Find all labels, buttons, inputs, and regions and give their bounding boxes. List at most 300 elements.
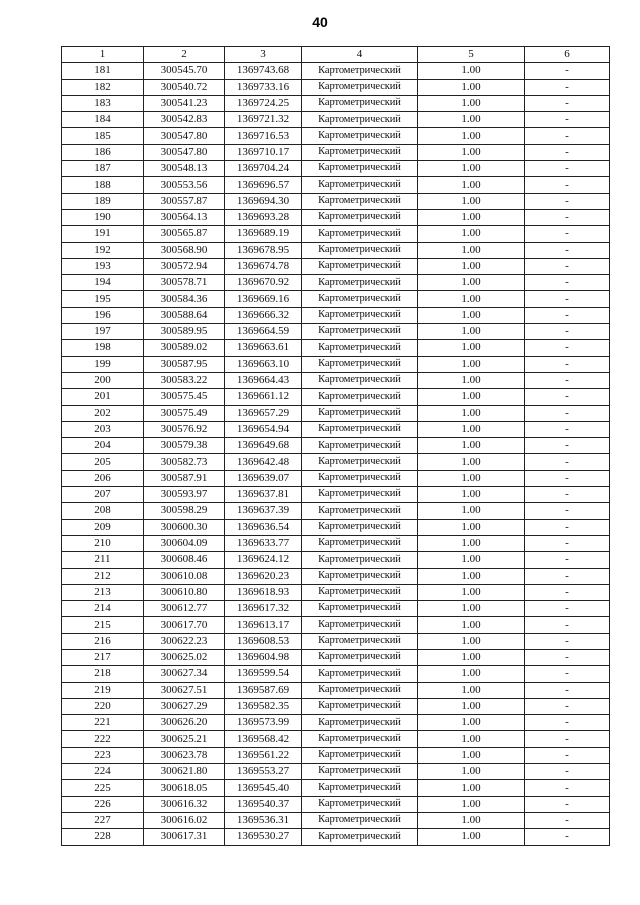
note-cell: - bbox=[525, 112, 610, 128]
table-row bbox=[62, 226, 610, 242]
note-cell: - bbox=[525, 829, 610, 845]
y-coordinate-cell: 1369613.17 bbox=[225, 617, 302, 633]
x-coordinate-cell: 300627.34 bbox=[144, 666, 225, 682]
method-cell: Картометрический bbox=[302, 128, 418, 144]
method-cell: Картометрический bbox=[302, 731, 418, 747]
note-cell: - bbox=[525, 487, 610, 503]
x-coordinate-cell: 300589.02 bbox=[144, 340, 225, 356]
y-coordinate-cell: 1369573.99 bbox=[225, 715, 302, 731]
page-number: 40 bbox=[312, 14, 328, 30]
method-cell: Картометрический bbox=[302, 258, 418, 274]
x-coordinate-cell: 300627.51 bbox=[144, 682, 225, 698]
x-coordinate-cell: 300545.70 bbox=[144, 63, 225, 79]
accuracy-cell: 1.00 bbox=[418, 95, 525, 111]
table-row bbox=[62, 747, 610, 763]
table-row bbox=[62, 454, 610, 470]
x-coordinate-cell: 300557.87 bbox=[144, 193, 225, 209]
x-coordinate-cell: 300604.09 bbox=[144, 535, 225, 551]
x-coordinate-cell: 300588.64 bbox=[144, 307, 225, 323]
x-coordinate-cell: 300608.46 bbox=[144, 552, 225, 568]
y-coordinate-cell: 1369561.22 bbox=[225, 747, 302, 763]
method-cell: Картометрический bbox=[302, 356, 418, 372]
method-cell: Картометрический bbox=[302, 454, 418, 470]
point-number-cell: 186 bbox=[62, 144, 144, 160]
y-coordinate-cell: 1369636.54 bbox=[225, 519, 302, 535]
note-cell: - bbox=[525, 128, 610, 144]
y-coordinate-cell: 1369553.27 bbox=[225, 764, 302, 780]
accuracy-cell: 1.00 bbox=[418, 535, 525, 551]
x-coordinate-cell: 300625.02 bbox=[144, 649, 225, 665]
point-number-cell: 198 bbox=[62, 340, 144, 356]
accuracy-cell: 1.00 bbox=[418, 258, 525, 274]
x-coordinate-cell: 300598.29 bbox=[144, 503, 225, 519]
table-body bbox=[62, 63, 610, 845]
point-number-cell: 204 bbox=[62, 438, 144, 454]
table-row bbox=[62, 340, 610, 356]
table-row bbox=[62, 324, 610, 340]
note-cell: - bbox=[525, 275, 610, 291]
note-cell: - bbox=[525, 715, 610, 731]
method-cell: Картометрический bbox=[302, 144, 418, 160]
accuracy-cell: 1.00 bbox=[418, 584, 525, 600]
point-number-cell: 202 bbox=[62, 405, 144, 421]
accuracy-cell: 1.00 bbox=[418, 161, 525, 177]
column-header: 3 bbox=[225, 47, 302, 63]
table-row bbox=[62, 161, 610, 177]
x-coordinate-cell: 300623.78 bbox=[144, 747, 225, 763]
accuracy-cell: 1.00 bbox=[418, 128, 525, 144]
x-coordinate-cell: 300622.23 bbox=[144, 633, 225, 649]
accuracy-cell: 1.00 bbox=[418, 356, 525, 372]
table-row bbox=[62, 568, 610, 584]
y-coordinate-cell: 1369670.92 bbox=[225, 275, 302, 291]
note-cell: - bbox=[525, 177, 610, 193]
table-row bbox=[62, 715, 610, 731]
y-coordinate-cell: 1369624.12 bbox=[225, 552, 302, 568]
method-cell: Картометрический bbox=[302, 812, 418, 828]
method-cell: Картометрический bbox=[302, 340, 418, 356]
method-cell: Картометрический bbox=[302, 617, 418, 633]
point-number-cell: 220 bbox=[62, 698, 144, 714]
note-cell: - bbox=[525, 193, 610, 209]
accuracy-cell: 1.00 bbox=[418, 177, 525, 193]
method-cell: Картометрический bbox=[302, 372, 418, 388]
note-cell: - bbox=[525, 389, 610, 405]
method-cell: Картометрический bbox=[302, 95, 418, 111]
x-coordinate-cell: 300617.70 bbox=[144, 617, 225, 633]
table-row bbox=[62, 63, 610, 79]
point-number-cell: 217 bbox=[62, 649, 144, 665]
method-cell: Картометрический bbox=[302, 112, 418, 128]
point-number-cell: 214 bbox=[62, 601, 144, 617]
y-coordinate-cell: 1369568.42 bbox=[225, 731, 302, 747]
method-cell: Картометрический bbox=[302, 829, 418, 845]
table-row bbox=[62, 503, 610, 519]
y-coordinate-cell: 1369608.53 bbox=[225, 633, 302, 649]
method-cell: Картометрический bbox=[302, 487, 418, 503]
point-number-cell: 199 bbox=[62, 356, 144, 372]
method-cell: Картометрический bbox=[302, 535, 418, 551]
accuracy-cell: 1.00 bbox=[418, 226, 525, 242]
y-coordinate-cell: 1369704.24 bbox=[225, 161, 302, 177]
note-cell: - bbox=[525, 454, 610, 470]
accuracy-cell: 1.00 bbox=[418, 112, 525, 128]
point-number-cell: 203 bbox=[62, 421, 144, 437]
note-cell: - bbox=[525, 682, 610, 698]
method-cell: Картометрический bbox=[302, 568, 418, 584]
point-number-cell: 185 bbox=[62, 128, 144, 144]
y-coordinate-cell: 1369536.31 bbox=[225, 812, 302, 828]
table-row bbox=[62, 487, 610, 503]
method-cell: Картометрический bbox=[302, 307, 418, 323]
table-row bbox=[62, 796, 610, 812]
accuracy-cell: 1.00 bbox=[418, 503, 525, 519]
point-number-cell: 183 bbox=[62, 95, 144, 111]
method-cell: Картометрический bbox=[302, 584, 418, 600]
method-cell: Картометрический bbox=[302, 177, 418, 193]
note-cell: - bbox=[525, 161, 610, 177]
x-coordinate-cell: 300600.30 bbox=[144, 519, 225, 535]
x-coordinate-cell: 300612.77 bbox=[144, 601, 225, 617]
accuracy-cell: 1.00 bbox=[418, 291, 525, 307]
note-cell: - bbox=[525, 242, 610, 258]
point-number-cell: 200 bbox=[62, 372, 144, 388]
point-number-cell: 197 bbox=[62, 324, 144, 340]
method-cell: Картометрический bbox=[302, 161, 418, 177]
y-coordinate-cell: 1369657.29 bbox=[225, 405, 302, 421]
method-cell: Картометрический bbox=[302, 519, 418, 535]
x-coordinate-cell: 300542.83 bbox=[144, 112, 225, 128]
note-cell: - bbox=[525, 764, 610, 780]
y-coordinate-cell: 1369545.40 bbox=[225, 780, 302, 796]
point-number-cell: 210 bbox=[62, 535, 144, 551]
method-cell: Картометрический bbox=[302, 242, 418, 258]
y-coordinate-cell: 1369637.81 bbox=[225, 487, 302, 503]
note-cell: - bbox=[525, 812, 610, 828]
note-cell: - bbox=[525, 535, 610, 551]
y-coordinate-cell: 1369664.59 bbox=[225, 324, 302, 340]
method-cell: Картометрический bbox=[302, 601, 418, 617]
table-row bbox=[62, 731, 610, 747]
table-row bbox=[62, 95, 610, 111]
y-coordinate-cell: 1369666.32 bbox=[225, 307, 302, 323]
table-row bbox=[62, 601, 610, 617]
y-coordinate-cell: 1369617.32 bbox=[225, 601, 302, 617]
note-cell: - bbox=[525, 209, 610, 225]
table-row bbox=[62, 666, 610, 682]
y-coordinate-cell: 1369678.95 bbox=[225, 242, 302, 258]
point-number-cell: 225 bbox=[62, 780, 144, 796]
y-coordinate-cell: 1369710.17 bbox=[225, 144, 302, 160]
accuracy-cell: 1.00 bbox=[418, 454, 525, 470]
table-row bbox=[62, 682, 610, 698]
point-number-cell: 221 bbox=[62, 715, 144, 731]
y-coordinate-cell: 1369654.94 bbox=[225, 421, 302, 437]
accuracy-cell: 1.00 bbox=[418, 682, 525, 698]
note-cell: - bbox=[525, 340, 610, 356]
table-row bbox=[62, 193, 610, 209]
y-coordinate-cell: 1369633.77 bbox=[225, 535, 302, 551]
method-cell: Картометрический bbox=[302, 421, 418, 437]
x-coordinate-cell: 300565.87 bbox=[144, 226, 225, 242]
method-cell: Картометрический bbox=[302, 682, 418, 698]
point-number-cell: 224 bbox=[62, 764, 144, 780]
y-coordinate-cell: 1369530.27 bbox=[225, 829, 302, 845]
note-cell: - bbox=[525, 324, 610, 340]
note-cell: - bbox=[525, 144, 610, 160]
x-coordinate-cell: 300587.95 bbox=[144, 356, 225, 372]
method-cell: Картометрический bbox=[302, 438, 418, 454]
note-cell: - bbox=[525, 421, 610, 437]
method-cell: Картометрический bbox=[302, 503, 418, 519]
accuracy-cell: 1.00 bbox=[418, 601, 525, 617]
table-row bbox=[62, 112, 610, 128]
point-number-cell: 192 bbox=[62, 242, 144, 258]
point-number-cell: 228 bbox=[62, 829, 144, 845]
y-coordinate-cell: 1369664.43 bbox=[225, 372, 302, 388]
x-coordinate-cell: 300576.92 bbox=[144, 421, 225, 437]
method-cell: Картометрический bbox=[302, 226, 418, 242]
table-row bbox=[62, 764, 610, 780]
note-cell: - bbox=[525, 747, 610, 763]
method-cell: Картометрический bbox=[302, 764, 418, 780]
y-coordinate-cell: 1369604.98 bbox=[225, 649, 302, 665]
accuracy-cell: 1.00 bbox=[418, 568, 525, 584]
accuracy-cell: 1.00 bbox=[418, 307, 525, 323]
x-coordinate-cell: 300568.90 bbox=[144, 242, 225, 258]
x-coordinate-cell: 300579.38 bbox=[144, 438, 225, 454]
note-cell: - bbox=[525, 731, 610, 747]
table-row bbox=[62, 372, 610, 388]
y-coordinate-cell: 1369599.54 bbox=[225, 666, 302, 682]
point-number-cell: 212 bbox=[62, 568, 144, 584]
note-cell: - bbox=[525, 356, 610, 372]
y-coordinate-cell: 1369694.30 bbox=[225, 193, 302, 209]
x-coordinate-cell: 300572.94 bbox=[144, 258, 225, 274]
accuracy-cell: 1.00 bbox=[418, 79, 525, 95]
point-number-cell: 195 bbox=[62, 291, 144, 307]
method-cell: Картометрический bbox=[302, 780, 418, 796]
column-header: 5 bbox=[418, 47, 525, 63]
point-number-cell: 209 bbox=[62, 519, 144, 535]
method-cell: Картометрический bbox=[302, 649, 418, 665]
y-coordinate-cell: 1369582.35 bbox=[225, 698, 302, 714]
note-cell: - bbox=[525, 405, 610, 421]
y-coordinate-cell: 1369696.57 bbox=[225, 177, 302, 193]
table-row bbox=[62, 812, 610, 828]
accuracy-cell: 1.00 bbox=[418, 372, 525, 388]
y-coordinate-cell: 1369721.32 bbox=[225, 112, 302, 128]
point-number-cell: 194 bbox=[62, 275, 144, 291]
method-cell: Картометрический bbox=[302, 405, 418, 421]
note-cell: - bbox=[525, 63, 610, 79]
method-cell: Картометрический bbox=[302, 666, 418, 682]
table-row bbox=[62, 698, 610, 714]
point-number-cell: 205 bbox=[62, 454, 144, 470]
table-row bbox=[62, 275, 610, 291]
x-coordinate-cell: 300547.80 bbox=[144, 144, 225, 160]
point-number-cell: 182 bbox=[62, 79, 144, 95]
note-cell: - bbox=[525, 649, 610, 665]
table-row bbox=[62, 209, 610, 225]
point-number-cell: 196 bbox=[62, 307, 144, 323]
note-cell: - bbox=[525, 584, 610, 600]
accuracy-cell: 1.00 bbox=[418, 144, 525, 160]
y-coordinate-cell: 1369618.93 bbox=[225, 584, 302, 600]
method-cell: Картометрический bbox=[302, 324, 418, 340]
table-row bbox=[62, 584, 610, 600]
y-coordinate-cell: 1369649.68 bbox=[225, 438, 302, 454]
method-cell: Картометрический bbox=[302, 291, 418, 307]
x-coordinate-cell: 300621.80 bbox=[144, 764, 225, 780]
x-coordinate-cell: 300548.13 bbox=[144, 161, 225, 177]
x-coordinate-cell: 300610.80 bbox=[144, 584, 225, 600]
table-row bbox=[62, 291, 610, 307]
accuracy-cell: 1.00 bbox=[418, 438, 525, 454]
accuracy-cell: 1.00 bbox=[418, 209, 525, 225]
x-coordinate-cell: 300582.73 bbox=[144, 454, 225, 470]
accuracy-cell: 1.00 bbox=[418, 780, 525, 796]
accuracy-cell: 1.00 bbox=[418, 519, 525, 535]
note-cell: - bbox=[525, 519, 610, 535]
y-coordinate-cell: 1369716.53 bbox=[225, 128, 302, 144]
table-row bbox=[62, 617, 610, 633]
accuracy-cell: 1.00 bbox=[418, 340, 525, 356]
table-header-row bbox=[62, 47, 610, 63]
accuracy-cell: 1.00 bbox=[418, 487, 525, 503]
note-cell: - bbox=[525, 307, 610, 323]
accuracy-cell: 1.00 bbox=[418, 324, 525, 340]
note-cell: - bbox=[525, 438, 610, 454]
note-cell: - bbox=[525, 79, 610, 95]
accuracy-cell: 1.00 bbox=[418, 275, 525, 291]
table-row bbox=[62, 535, 610, 551]
x-coordinate-cell: 300626.20 bbox=[144, 715, 225, 731]
note-cell: - bbox=[525, 258, 610, 274]
table-row bbox=[62, 470, 610, 486]
table-row bbox=[62, 649, 610, 665]
accuracy-cell: 1.00 bbox=[418, 421, 525, 437]
x-coordinate-cell: 300587.91 bbox=[144, 470, 225, 486]
y-coordinate-cell: 1369637.39 bbox=[225, 503, 302, 519]
accuracy-cell: 1.00 bbox=[418, 242, 525, 258]
point-number-cell: 216 bbox=[62, 633, 144, 649]
x-coordinate-cell: 300547.80 bbox=[144, 128, 225, 144]
table-row bbox=[62, 389, 610, 405]
accuracy-cell: 1.00 bbox=[418, 666, 525, 682]
accuracy-cell: 1.00 bbox=[418, 649, 525, 665]
y-coordinate-cell: 1369642.48 bbox=[225, 454, 302, 470]
accuracy-cell: 1.00 bbox=[418, 796, 525, 812]
accuracy-cell: 1.00 bbox=[418, 389, 525, 405]
accuracy-cell: 1.00 bbox=[418, 633, 525, 649]
note-cell: - bbox=[525, 372, 610, 388]
accuracy-cell: 1.00 bbox=[418, 617, 525, 633]
point-number-cell: 208 bbox=[62, 503, 144, 519]
accuracy-cell: 1.00 bbox=[418, 812, 525, 828]
y-coordinate-cell: 1369663.10 bbox=[225, 356, 302, 372]
column-header: 4 bbox=[302, 47, 418, 63]
y-coordinate-cell: 1369587.69 bbox=[225, 682, 302, 698]
point-number-cell: 218 bbox=[62, 666, 144, 682]
table-row bbox=[62, 79, 610, 95]
x-coordinate-cell: 300575.49 bbox=[144, 405, 225, 421]
note-cell: - bbox=[525, 470, 610, 486]
x-coordinate-cell: 300553.56 bbox=[144, 177, 225, 193]
note-cell: - bbox=[525, 568, 610, 584]
point-number-cell: 184 bbox=[62, 112, 144, 128]
table-row bbox=[62, 307, 610, 323]
table-row bbox=[62, 421, 610, 437]
method-cell: Картометрический bbox=[302, 747, 418, 763]
y-coordinate-cell: 1369669.16 bbox=[225, 291, 302, 307]
table-row bbox=[62, 242, 610, 258]
y-coordinate-cell: 1369639.07 bbox=[225, 470, 302, 486]
y-coordinate-cell: 1369733.16 bbox=[225, 79, 302, 95]
point-number-cell: 211 bbox=[62, 552, 144, 568]
accuracy-cell: 1.00 bbox=[418, 193, 525, 209]
table-row bbox=[62, 405, 610, 421]
point-number-cell: 207 bbox=[62, 487, 144, 503]
point-number-cell: 222 bbox=[62, 731, 144, 747]
method-cell: Картометрический bbox=[302, 193, 418, 209]
column-header: 2 bbox=[144, 47, 225, 63]
point-number-cell: 223 bbox=[62, 747, 144, 763]
x-coordinate-cell: 300618.05 bbox=[144, 780, 225, 796]
x-coordinate-cell: 300584.36 bbox=[144, 291, 225, 307]
accuracy-cell: 1.00 bbox=[418, 829, 525, 845]
table-row bbox=[62, 258, 610, 274]
x-coordinate-cell: 300589.95 bbox=[144, 324, 225, 340]
accuracy-cell: 1.00 bbox=[418, 470, 525, 486]
point-number-cell: 187 bbox=[62, 161, 144, 177]
method-cell: Картометрический bbox=[302, 63, 418, 79]
coordinates-table bbox=[61, 46, 610, 846]
y-coordinate-cell: 1369743.68 bbox=[225, 63, 302, 79]
x-coordinate-cell: 300625.21 bbox=[144, 731, 225, 747]
x-coordinate-cell: 300593.97 bbox=[144, 487, 225, 503]
x-coordinate-cell: 300578.71 bbox=[144, 275, 225, 291]
point-number-cell: 213 bbox=[62, 584, 144, 600]
table-row bbox=[62, 552, 610, 568]
point-number-cell: 190 bbox=[62, 209, 144, 225]
note-cell: - bbox=[525, 291, 610, 307]
point-number-cell: 181 bbox=[62, 63, 144, 79]
method-cell: Картометрический bbox=[302, 275, 418, 291]
x-coordinate-cell: 300583.22 bbox=[144, 372, 225, 388]
note-cell: - bbox=[525, 601, 610, 617]
accuracy-cell: 1.00 bbox=[418, 747, 525, 763]
y-coordinate-cell: 1369663.61 bbox=[225, 340, 302, 356]
note-cell: - bbox=[525, 617, 610, 633]
y-coordinate-cell: 1369724.25 bbox=[225, 95, 302, 111]
x-coordinate-cell: 300575.45 bbox=[144, 389, 225, 405]
note-cell: - bbox=[525, 503, 610, 519]
column-header: 1 bbox=[62, 47, 144, 63]
point-number-cell: 201 bbox=[62, 389, 144, 405]
table-row bbox=[62, 144, 610, 160]
method-cell: Картометрический bbox=[302, 633, 418, 649]
accuracy-cell: 1.00 bbox=[418, 731, 525, 747]
accuracy-cell: 1.00 bbox=[418, 405, 525, 421]
y-coordinate-cell: 1369620.23 bbox=[225, 568, 302, 584]
column-header: 6 bbox=[525, 47, 610, 63]
y-coordinate-cell: 1369540.37 bbox=[225, 796, 302, 812]
note-cell: - bbox=[525, 796, 610, 812]
point-number-cell: 206 bbox=[62, 470, 144, 486]
method-cell: Картометрический bbox=[302, 79, 418, 95]
x-coordinate-cell: 300617.31 bbox=[144, 829, 225, 845]
